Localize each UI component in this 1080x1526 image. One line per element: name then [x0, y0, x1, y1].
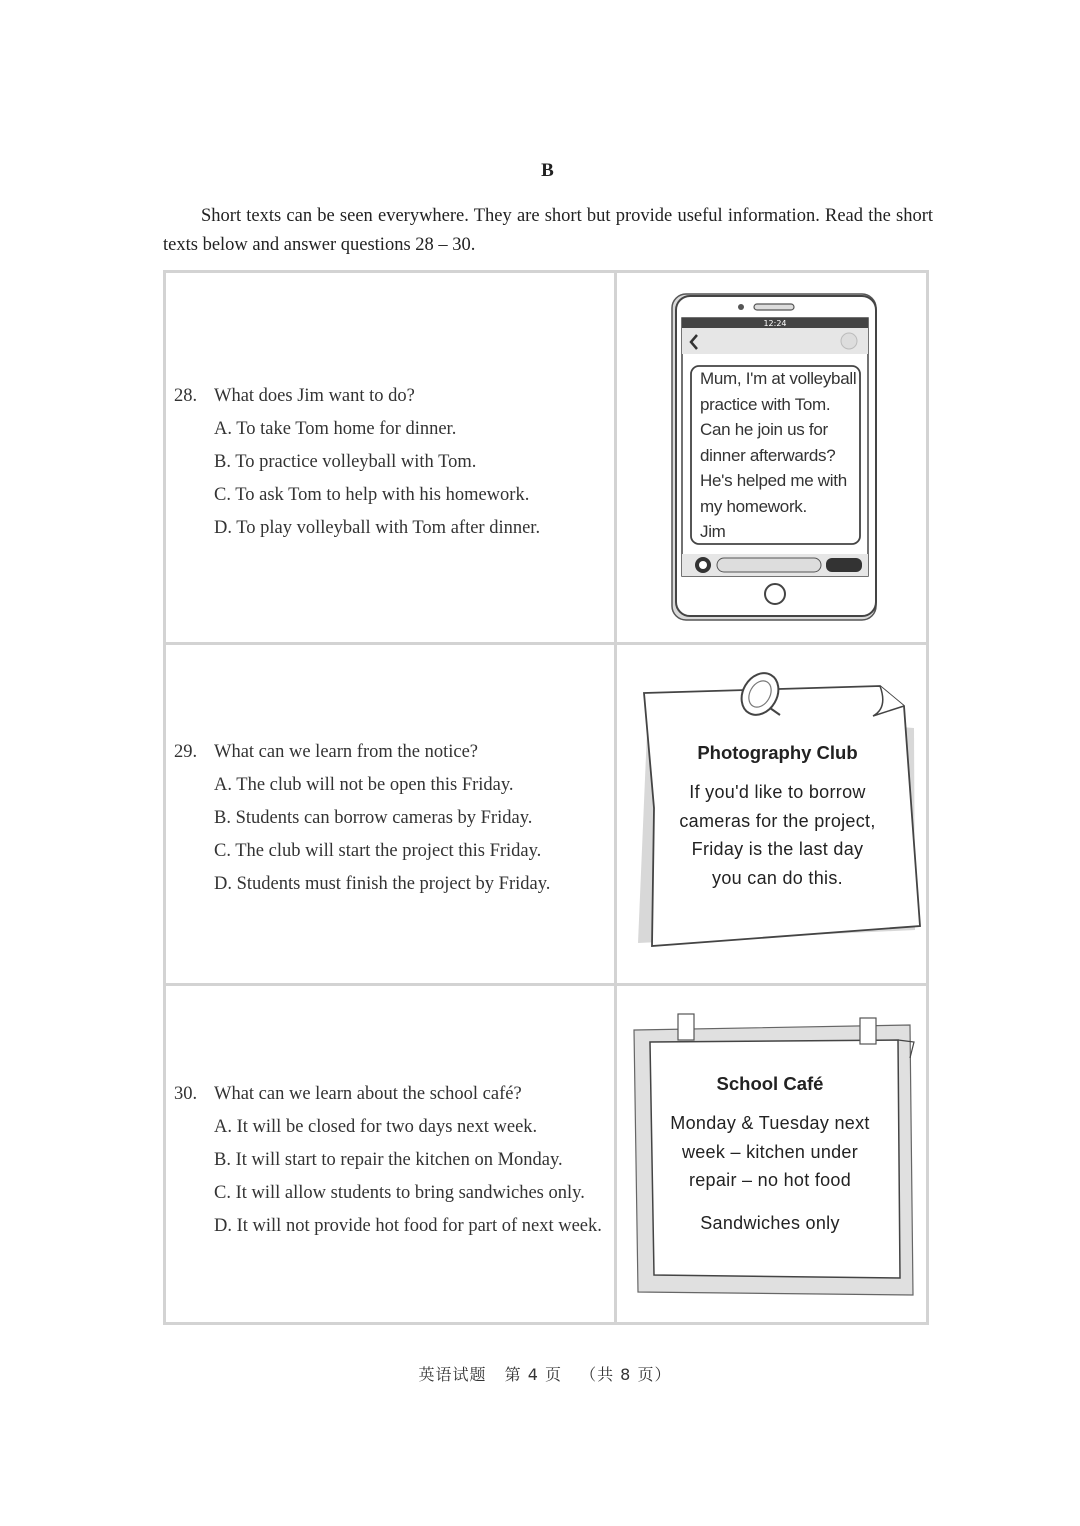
footer-subject: 英语试题 [418, 1365, 487, 1384]
notice-title: School Café [716, 1073, 824, 1094]
notice-line: week – kitchen under [681, 1141, 859, 1162]
notice-title: Photography Club [697, 742, 858, 763]
question-29 [174, 742, 550, 895]
notice-line: Monday & Tuesday next [670, 1113, 870, 1133]
question-number: 28. [174, 386, 198, 406]
question-30 [174, 1084, 602, 1237]
question-number: 30. [174, 1084, 198, 1104]
option-d[interactable]: D. To play volleyball with Tom after dinner. [214, 518, 541, 538]
question-28 [174, 386, 540, 539]
question-text: What can we learn from the notice? [214, 742, 479, 762]
option-a[interactable]: A. It will be closed for two days next week. [214, 1117, 538, 1137]
message-line: He's helped me with [700, 471, 847, 490]
phone-message [700, 366, 860, 545]
notice-body [650, 1109, 890, 1195]
option-c[interactable]: C. It will allow students to bring sandwiches only. [214, 1183, 585, 1203]
question-stem [174, 386, 540, 407]
question-text: What does Jim want to do? [214, 386, 415, 406]
grid-divider-row2 [166, 983, 926, 986]
question-text: What can we learn about the school café? [214, 1084, 522, 1104]
notice-line: repair – no hot food [688, 1170, 852, 1190]
option-c[interactable]: C. To ask Tom to help with his homework. [214, 485, 530, 505]
footer-total: （共 8 页） [580, 1365, 672, 1384]
footer-page: 第 4 页 [504, 1365, 562, 1384]
question-number: 29. [174, 742, 198, 762]
school-cafe-notice [650, 1073, 890, 1237]
message-line: my homework. [700, 496, 807, 516]
option-a[interactable]: A. The club will not be open this Friday. [214, 775, 514, 795]
question-stem [174, 742, 550, 763]
phone-clock: 12:24 [763, 319, 787, 328]
intro-paragraph [163, 202, 933, 259]
notice-line: Friday is the last day [691, 839, 864, 859]
notice-line: cameras for the project, [679, 810, 876, 831]
option-c[interactable]: C. The club will start the project this Friday. [214, 841, 542, 861]
option-d[interactable]: D. Students must finish the project by Friday. [214, 874, 551, 894]
notice-line: you can do this. [712, 867, 843, 888]
notice-line: If you'd like to borrow [689, 782, 866, 802]
photography-club-notice [650, 742, 905, 892]
message-line: Mum, I'm at volleyball [700, 369, 857, 388]
option-b[interactable]: B. To practice volleyball with Tom. [214, 452, 477, 472]
option-b[interactable]: B. It will start to repair the kitchen on Monday. [214, 1150, 563, 1170]
option-d[interactable]: D. It will not provide hot food for part of next week. [214, 1216, 602, 1236]
option-a[interactable]: A. To take Tom home for dinner. [214, 419, 457, 439]
grid-divider-row1 [166, 642, 926, 645]
option-b[interactable]: B. Students can borrow cameras by Friday. [214, 808, 533, 828]
section-heading: B [541, 160, 554, 181]
tape-icon [678, 1014, 694, 1040]
page-footer [0, 1362, 1080, 1385]
message-signature: Jim [700, 522, 726, 541]
message-line: dinner afterwards? [700, 445, 836, 465]
question-stem [174, 1084, 602, 1105]
notice-extra: Sandwiches only [700, 1212, 840, 1233]
intro-text: Short texts can be seen everywhere. They are short but provide useful information. Read the short texts below and answer questions 28 – 30. [163, 206, 933, 255]
grid-divider-vertical [614, 273, 617, 1322]
message-line: practice with Tom. [700, 394, 831, 414]
notice-body [650, 778, 905, 892]
message-line: Can he join us for [700, 420, 828, 439]
tape-icon [860, 1018, 876, 1044]
